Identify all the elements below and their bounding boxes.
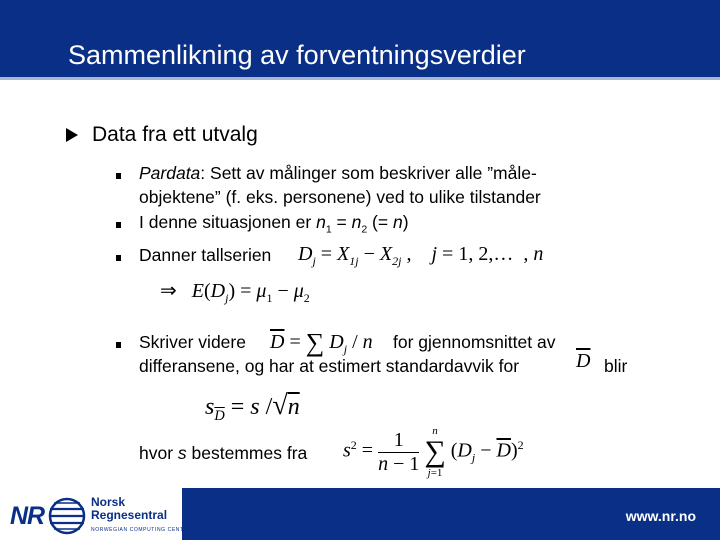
- formula-sd: $s_{\overline{D}} = s$ /√n: [205, 390, 300, 424]
- bullet-situation: I denne situasjonen er $n_1 = n_2$ (= n): [139, 212, 409, 236]
- bullet-skriver-line2: differansene, og har at estimert standardavvik for: [139, 356, 520, 376]
- level1-text: Data fra ett utvalg: [92, 123, 258, 146]
- formula-d-definition: $D_j = X_{1j} - X_{2j}$ , j = 1, 2,… , n: [298, 243, 544, 268]
- bullet-pardata-line1: Pardata: Sett av målinger som beskriver alle ”måle-: [139, 163, 537, 183]
- bullet-blir: blir: [604, 356, 628, 376]
- square-bullet-icon: [116, 255, 121, 261]
- logo-subtitle: NORWEGIAN COMPUTING CENTER: [91, 527, 192, 533]
- hvor-text: hvor s bestemmes fra: [139, 443, 308, 463]
- bullet-skriver-line1: Skriver videre: [139, 332, 246, 352]
- formula-mean: $\overline{D}$ = ∑ $D_j$ / n: [270, 328, 373, 357]
- square-bullet-icon: [116, 222, 121, 228]
- website-url[interactable]: www.nr.no: [625, 508, 696, 524]
- square-bullet-icon: [116, 173, 121, 179]
- bullet-pardata-line2: objektene” (f. eks. personene) ved to ulike tilstander: [139, 187, 541, 207]
- formula-dbar-inline: $\overline{D}$: [576, 350, 591, 372]
- formula-variance: $s^2$ = $\frac{1}{n - 1}$ n ∑ j=1 $(D_j - \overline{D})^2$: [343, 425, 524, 479]
- bullet-skriver-line1b: for gjennomsnittet av: [393, 332, 556, 352]
- triangle-bullet-icon: [66, 128, 78, 142]
- slide-title: Sammenlikning av forventningsverdier: [68, 40, 526, 70]
- nr-logo: NR: [10, 502, 45, 530]
- logo-wordmark: Norsk Regnesentral: [91, 495, 168, 522]
- globe-icon: [48, 497, 86, 535]
- bullet-danner: Danner tallserien: [139, 245, 272, 265]
- level1-bullet: [66, 123, 258, 147]
- square-bullet-icon: [116, 342, 121, 348]
- title-divider: [0, 77, 720, 80]
- formula-expectation: ⇒ $E(D_j) = \mu_1 - \mu_2$: [160, 280, 310, 305]
